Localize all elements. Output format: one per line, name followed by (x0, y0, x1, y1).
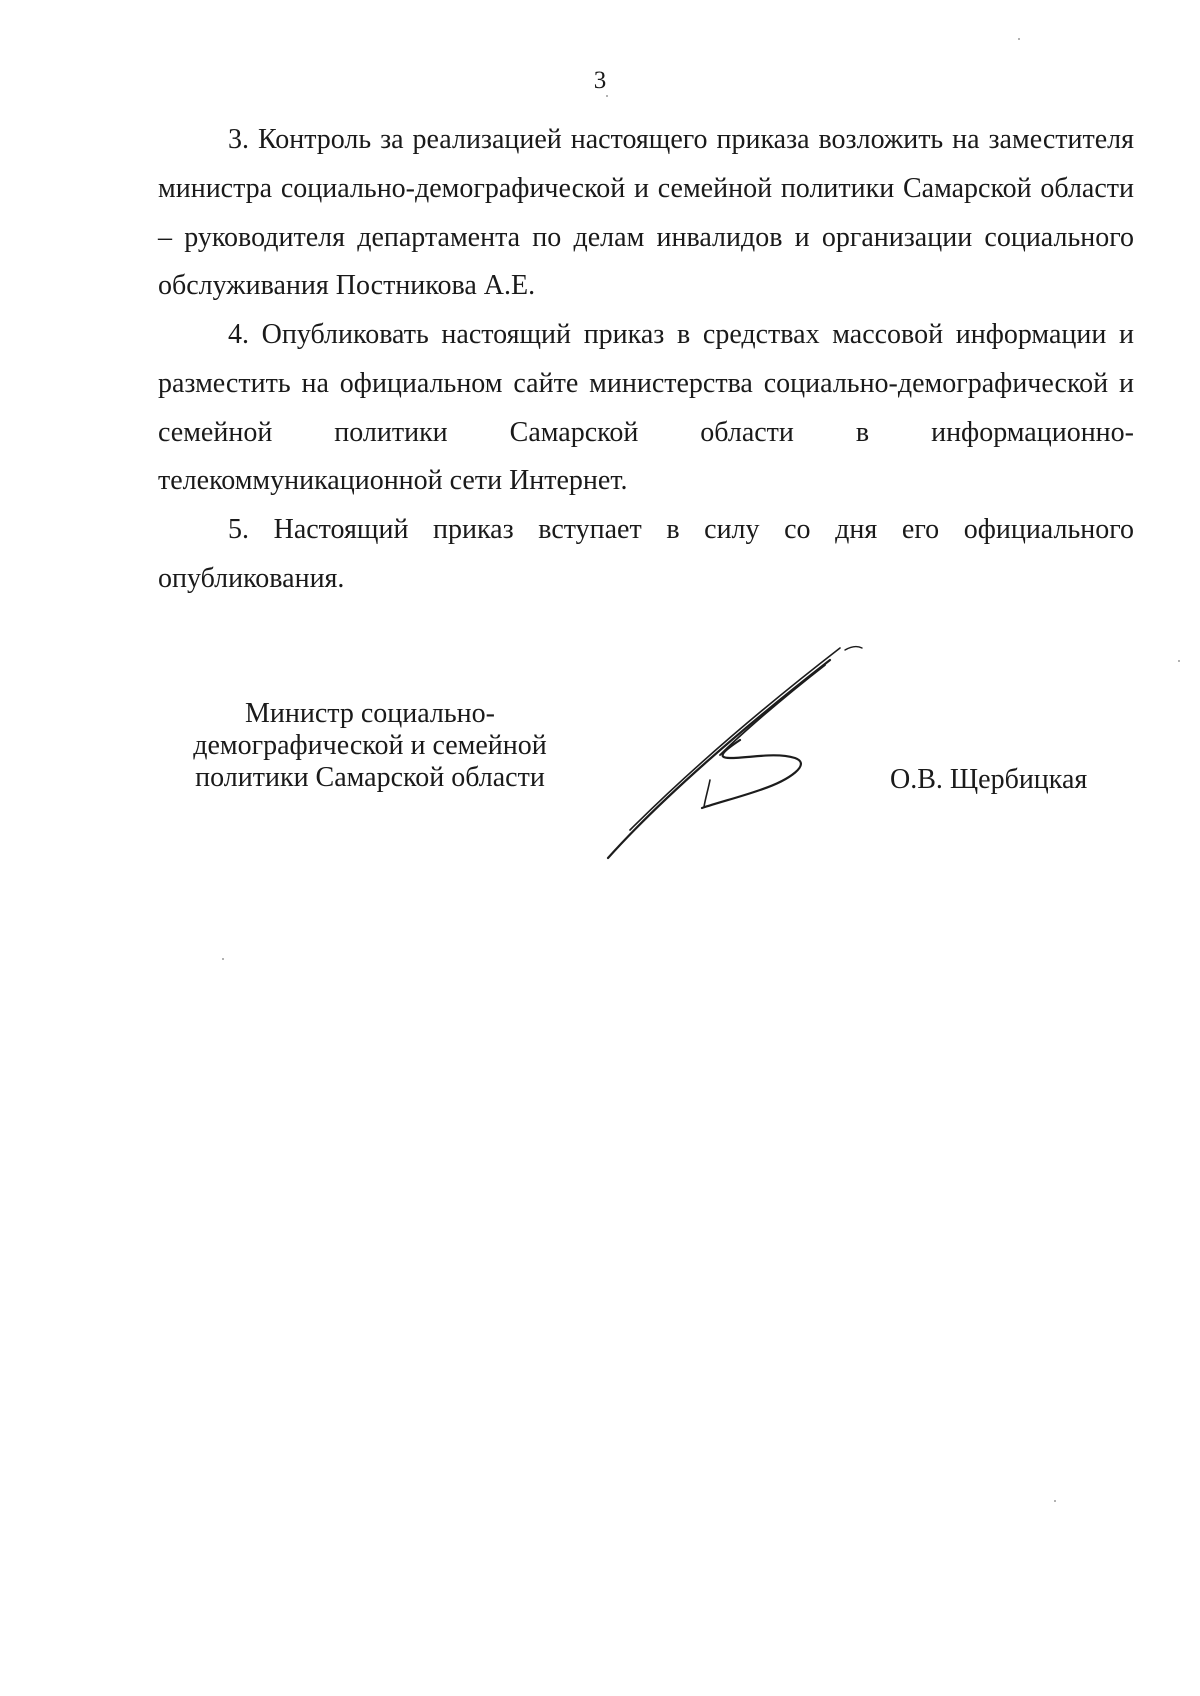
handwritten-signature (590, 640, 900, 870)
scan-speck (222, 958, 224, 960)
paragraph-5: 5. Настоящий приказ вступает в силу со дня его официального опубликования. (158, 514, 1134, 594)
scan-speck (606, 95, 608, 97)
signatory-name: О.В. Щербицкая (890, 764, 1088, 795)
paragraph-3: 3. Контроль за реализацией настоящего приказа возложить на заместителя министра социально-демографической и семейной политики Самарской области – руководителя департамента по делам инвалидов и организации социального обслуживания Постникова А.Е. (158, 124, 1134, 302)
scan-speck (1018, 38, 1020, 40)
signatory-title-line: Министр социально- (245, 698, 495, 729)
scan-speck (1178, 660, 1180, 662)
page-number: 3 (593, 67, 607, 94)
paragraph-4: 4. Опубликовать настоящий приказ в средствах массовой информации и разместить на официальном сайте министерства социально-демографической и семейной политики Самарской области в информационно-телекоммуникационной сети Интернет. (158, 319, 1134, 497)
scan-speck (1054, 1500, 1056, 1502)
signatory-title-line: демографической и семейной (193, 730, 547, 761)
signatory-title-line: политики Самарской области (195, 762, 545, 793)
signatory-title (180, 698, 560, 794)
